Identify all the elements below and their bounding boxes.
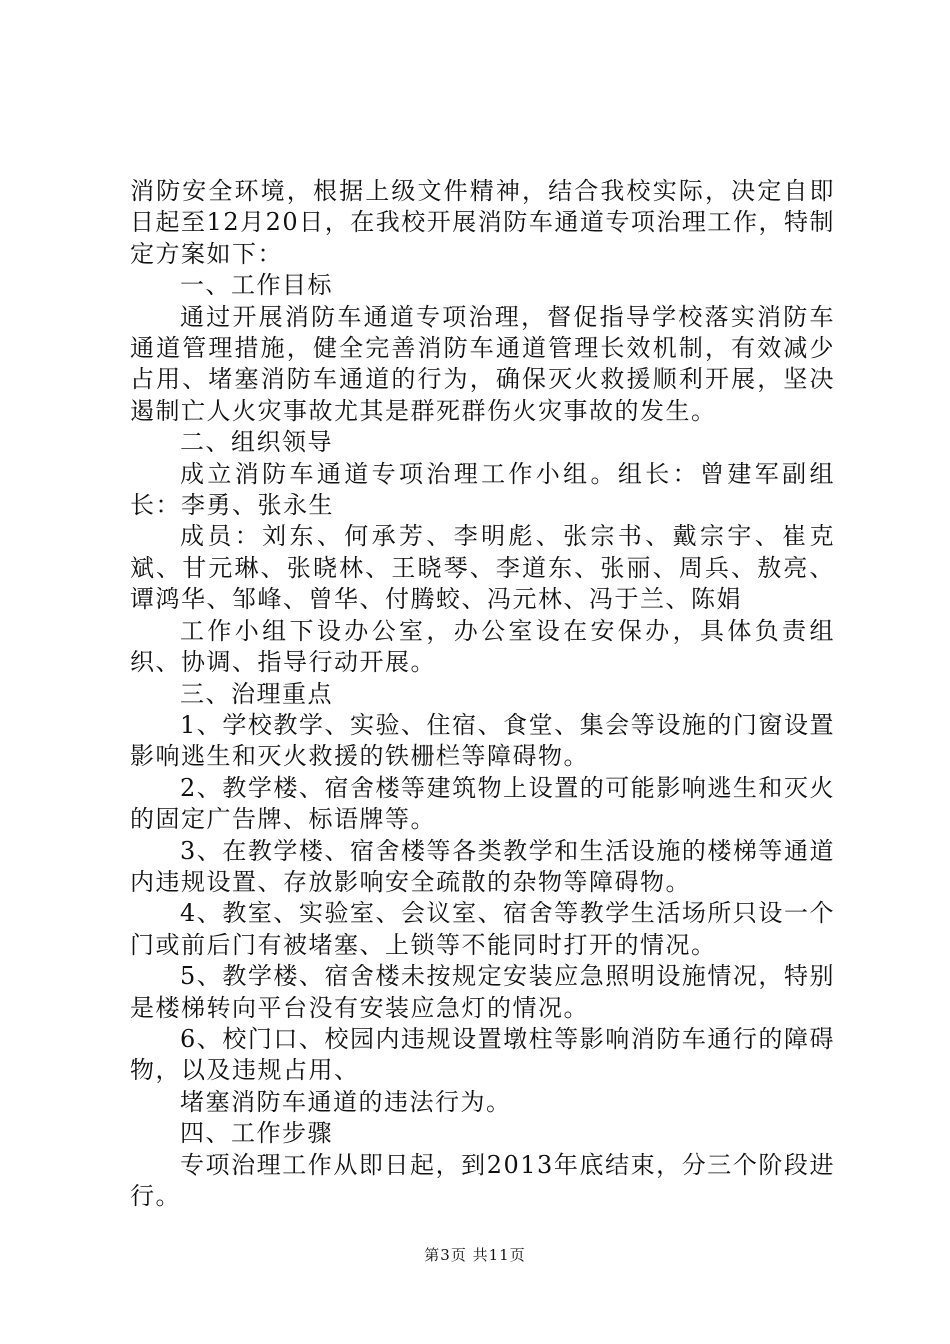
document-body	[130, 176, 835, 1212]
list-item-6-continued: 堵塞消防车通道的违法行为。	[180, 1087, 512, 1116]
list-item-6: 6、校门口、校园内违规设置墩柱等影响消防车通行的障碍物，以及违规占用、	[130, 1024, 835, 1085]
heading-organization: 二、组织领导	[180, 428, 333, 457]
list-item-3: 3、在教学楼、宿舍楼等各类教学和生活设施的楼梯等通道内违规设置、存放影响安全疏散的杂物等障碍物。	[130, 836, 835, 896]
list-item-4: 4、教室、实验室、会议室、宿舍等教学生活场所只设一个门或前后门有被堵塞、上锁等不能同时打开的情况。	[130, 899, 835, 959]
paragraph-work-steps: 专项治理工作从即日起，到2013年底结束，分三个阶段进行。	[130, 1150, 835, 1210]
paragraph-work-goal: 通过开展消防车通道专项治理，督促指导学校落实消防车通道管理措施，健全完善消防车通道管理长效机制，有效减少占用、堵塞消防车通道的行为，确保灭火救援顺利开展，坚决遏制亡人火灾事故尤其是群死群伤火灾事故的发生。	[130, 302, 835, 425]
paragraph-office: 工作小组下设办公室，办公室设在安保办，具体负责组织、协调、指导行动开展。	[130, 616, 835, 677]
heading-key-points: 三、治理重点	[180, 679, 333, 708]
list-item-1: 1、学校教学、实验、住宿、食堂、集会等设施的门窗设置影响逃生和灭火救援的铁栅栏等障碍物。	[130, 710, 835, 771]
list-item-2: 2、教学楼、宿舍楼等建筑物上设置的可能影响逃生和灭火的固定广告牌、标语牌等。	[130, 773, 835, 834]
page-number-footer: 第3页 共11页	[424, 1246, 526, 1264]
paragraph-intro: 消防安全环境，根据上级文件精神，结合我校实际，决定自即日起至12月20日，在我校开展消防车通道专项治理工作，特制定方案如下：	[130, 177, 835, 268]
heading-work-steps: 四、工作步骤	[180, 1119, 333, 1148]
paragraph-members: 成员：刘东、何承芳、李明彪、张宗书、戴宗宇、崔克斌、甘元琳、张晓林、王晓琴、李道东、张丽、周兵、敖亮、谭鸿华、邹峰、曾华、付腾蛟、冯元林、冯于兰、陈娟	[130, 522, 835, 614]
heading-work-goal: 一、工作目标	[180, 271, 333, 300]
paragraph-leaders: 成立消防车通道专项治理工作小组。组长：曾建军副组长：李勇、张永生	[130, 459, 835, 520]
list-item-5: 5、教学楼、宿舍楼未按规定安装应急照明设施情况，特别是楼梯转向平台没有安装应急灯的情况。	[130, 962, 835, 1022]
